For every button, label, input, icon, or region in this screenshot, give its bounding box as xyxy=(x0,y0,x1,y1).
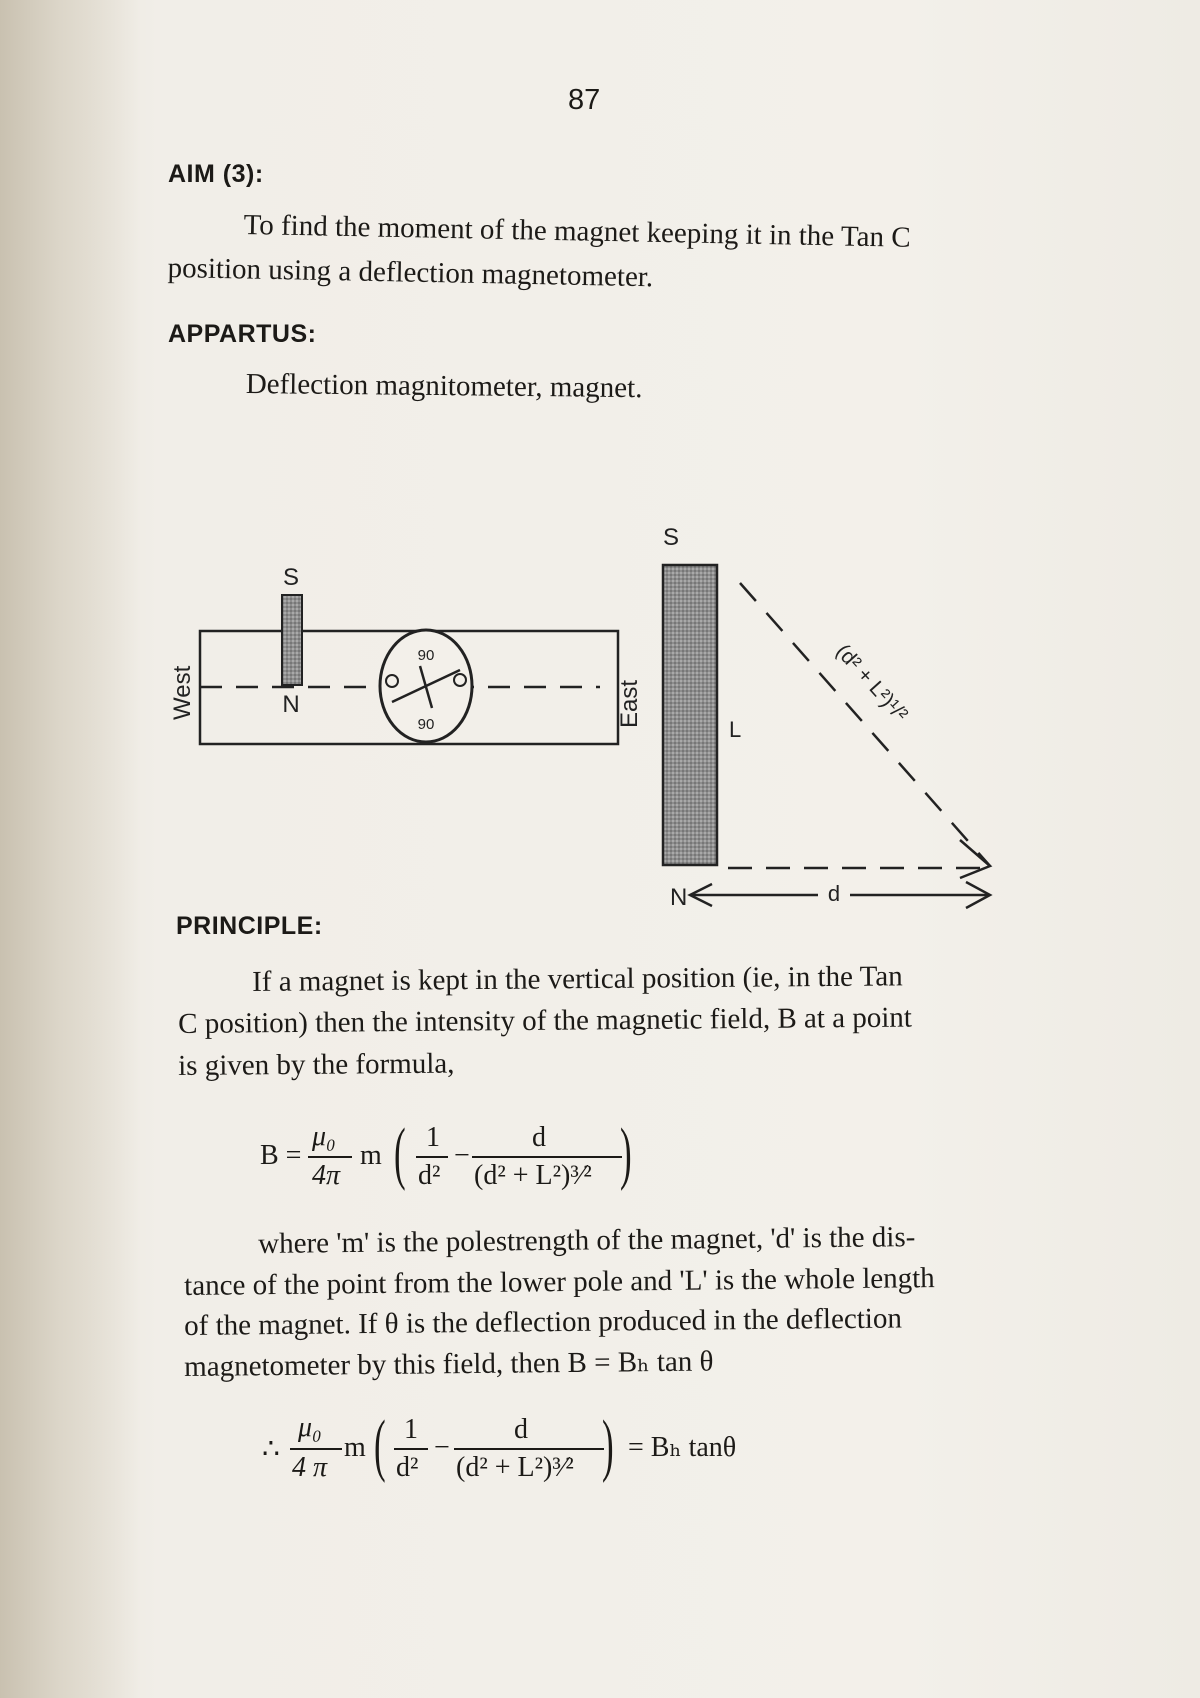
principle-line-1: If a magnet is kept in the vertical position (ie, in the Tan xyxy=(252,960,903,998)
dial-bottom-90: 90 xyxy=(417,716,435,733)
formula2-therefore: ∴ xyxy=(262,1434,280,1465)
aim-line-1: To find the moment of the magnet keeping it in the Tan C xyxy=(243,208,911,254)
formula-final xyxy=(262,1407,742,1494)
length-label: L xyxy=(729,717,742,742)
formula2-m: m xyxy=(344,1432,366,1463)
apparatus-text: Deflection magnitometer, magnet. xyxy=(245,367,643,405)
formula2-d-squared: d² xyxy=(396,1452,419,1483)
explanation-line-4: magnetometer by this field, then B = Bₕ tan θ xyxy=(184,1345,714,1383)
east-label: East xyxy=(616,679,643,728)
right-magnet-n-label: N xyxy=(670,884,688,911)
vertical-magnet-left xyxy=(282,595,302,685)
formula1-lhs: B = xyxy=(260,1140,302,1171)
formula1-m: m xyxy=(360,1140,382,1171)
formula1-fraction-bar-3 xyxy=(472,1156,622,1158)
dial-top-90: 90 xyxy=(417,647,435,664)
principle-heading: PRINCIPLE: xyxy=(176,912,323,940)
formula1-paren-close: ) xyxy=(620,1115,632,1192)
west-label: West xyxy=(169,665,196,720)
apparatus-heading: APPARTUS: xyxy=(168,320,317,348)
left-magnet-n-label: N xyxy=(282,691,300,718)
formula2-paren-open: ( xyxy=(374,1407,386,1484)
hypotenuse-label: (d² + L²)¹/² xyxy=(831,639,913,727)
formula2-one: 1 xyxy=(404,1414,418,1445)
aim-heading: AIM (3): xyxy=(168,160,264,188)
explanation-line-1: where 'm' is the polestrength of the magnet, 'd' is the dis- xyxy=(258,1221,916,1260)
principle-line-2: C position) then the intensity of the magnetic field, B at a point xyxy=(178,1001,913,1040)
formula2-d: d xyxy=(514,1414,528,1445)
formula1-one: 1 xyxy=(426,1122,440,1153)
formula2-fraction-bar-3 xyxy=(454,1448,604,1450)
aim-line-2: position using a deflection magnetometer. xyxy=(167,251,654,294)
vertical-magnet-right xyxy=(663,565,717,865)
formula2-minus: − xyxy=(434,1432,450,1463)
formula1-d-squared: d² xyxy=(418,1160,441,1191)
tan-c-geometry-diagram xyxy=(663,565,990,908)
distance-label: d xyxy=(827,881,841,906)
principle-line-3: is given by the formula, xyxy=(178,1047,455,1082)
formula1-minus: − xyxy=(454,1140,470,1171)
formula2-fraction-bar-1 xyxy=(290,1448,342,1450)
right-magnet-s-label: S xyxy=(662,524,680,551)
formula2-mu: μ₀ xyxy=(298,1412,322,1443)
formula1-denominator: (d² + L²)³⁄² xyxy=(474,1160,592,1191)
page-number: 87 xyxy=(568,84,601,116)
formula2-fraction-bar-2 xyxy=(394,1448,428,1450)
formula1-d: d xyxy=(532,1122,546,1153)
formula1-paren-open: ( xyxy=(394,1115,406,1192)
left-magnet-s-label: S xyxy=(282,564,300,591)
formula2-four-pi: 4 π xyxy=(292,1452,328,1483)
formula2-paren-close: ) xyxy=(602,1407,614,1484)
formula1-four-pi: 4π xyxy=(312,1160,341,1191)
explanation-line-3: of the magnet. If θ is the deflection produced in the deflection xyxy=(184,1302,903,1342)
formula2-denominator: (d² + L²)³⁄² xyxy=(456,1452,574,1483)
formula2-rhs: = Bₕ tanθ xyxy=(628,1432,737,1463)
hypotenuse-dashed-line xyxy=(740,583,990,866)
deflection-magnetometer-diagram xyxy=(200,595,618,744)
formula-magnetic-field xyxy=(250,1115,650,1200)
explanation-line-2: tance of the point from the lower pole and 'L' is the whole length xyxy=(184,1262,935,1302)
formula1-mu: μ₀ xyxy=(312,1121,336,1152)
formula1-fraction-bar-1 xyxy=(308,1156,352,1158)
hypotenuse-arrowhead xyxy=(960,840,990,878)
formula1-fraction-bar-2 xyxy=(416,1156,448,1158)
